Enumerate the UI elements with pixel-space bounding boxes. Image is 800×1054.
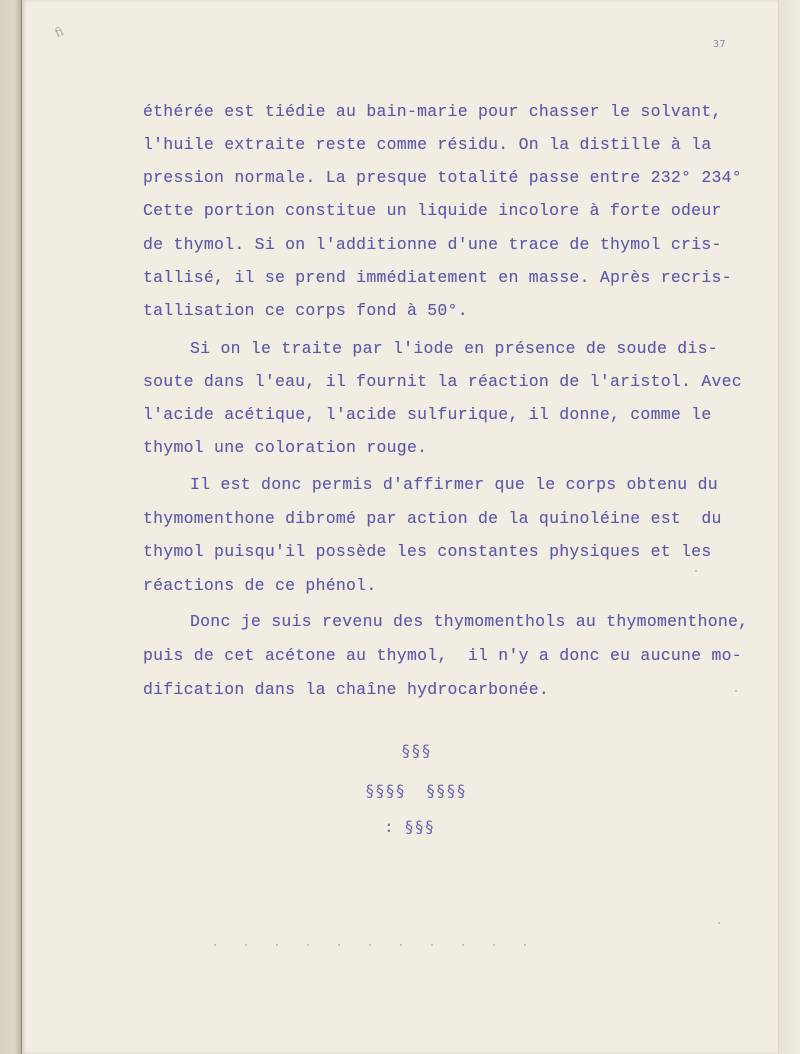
paragraph-4-line-2: puis de cet acétone au thymol, il n'y a donc eu aucune mo- [143,646,742,665]
section-ornament-line-2: §§§§ §§§§ [365,781,467,800]
paper-speck [400,944,402,946]
page-right-margin [778,0,800,1054]
paragraph-4-line-3: dification dans la chaîne hydrocarbonée. [143,680,550,699]
paper-speck [431,944,433,946]
paragraph-4-line-1: Donc je suis revenu des thymomenthols au thymomenthone, [190,612,749,631]
paragraph-3-line-2: thymomenthone dibromé par action de la quinoléine est du [143,509,722,528]
paper-speck [462,944,464,946]
paper-speck [735,690,737,692]
paragraph-3-line-1: Il est donc permis d'affirmer que le corps obtenu du [190,475,718,494]
paragraph-2-line-3: l'acide acétique, l'acide sulfurique, il donne, comme le [143,405,712,424]
paragraph-1-line-6: tallisé, il se prend immédiatement en masse. Après recris- [143,268,732,287]
bottom-dot-row [214,944,526,946]
paragraph-2-line-1: Si on le traite par l'iode en présence de soude dis- [190,339,718,358]
paragraph-1-line-4: Cette portion constitue un liquide incolore à forte odeur [143,201,722,220]
binding-edge [0,0,22,1054]
paragraph-1-line-3: pression normale. La presque totalité passe entre 232° 234° [143,168,742,187]
paper-speck [214,944,216,946]
paragraph-1-line-1: éthérée est tiédie au bain-marie pour chasser le solvant, [143,102,722,121]
paper-speck [524,944,526,946]
paragraph-1-line-5: de thymol. Si on l'additionne d'une trace de thymol cris- [143,235,722,254]
page-number: 37 [713,39,727,50]
corner-mark: ﬁ [52,23,66,41]
paper-speck [718,922,720,924]
paragraph-1-line-7: tallisation ce corps fond à 50°. [143,301,468,320]
paper-speck [493,944,495,946]
paragraph-3-line-4: réactions de ce phénol. [143,576,377,595]
paper-speck [276,944,278,946]
section-ornament-line-3: : §§§ [384,817,435,836]
paper-speck [245,944,247,946]
paper-speck [307,944,309,946]
paragraph-2-line-4: thymol une coloration rouge. [143,438,428,457]
section-ornament-line-1: §§§ [401,741,432,760]
paragraph-1-line-2: l'huile extraite reste comme résidu. On la distille à la [143,135,712,154]
paper-speck [369,944,371,946]
paragraph-2-line-2: soute dans l'eau, il fournit la réaction de l'aristol. Avec [143,372,742,391]
paragraph-3-line-3: thymol puisqu'il possède les constantes physiques et les [143,542,712,561]
paper-speck [695,570,697,572]
paper-speck [338,944,340,946]
